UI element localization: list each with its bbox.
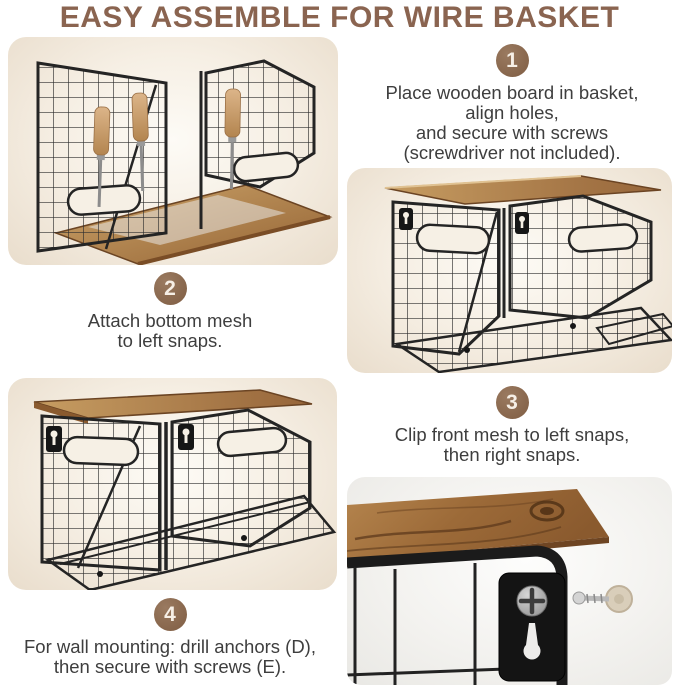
snap-clip [241,535,247,541]
basket-with-screwdrivers-illustration [8,37,338,265]
assembled-basket-illustration [8,378,337,590]
step-2 [0,272,340,351]
wire-panel-right [206,61,314,187]
keyhole-bracket [399,208,413,230]
snap-clip [570,323,576,329]
snap-clip [464,347,470,353]
wire-panel-left [393,202,499,354]
snap-clip [97,571,103,577]
wall-anchor-and-screw [573,586,632,612]
wall-mount-closeup-illustration [347,477,672,685]
step-4-line: then secure with screws (E). [53,656,287,677]
handle-cutout [568,224,638,253]
handle-cutout [64,437,139,466]
step-4 [0,598,340,677]
photo-step3-front-mesh-clipped [8,378,337,590]
step-1 [345,44,679,163]
photo-step2-bottom-mesh-unfolded [347,168,672,373]
step-1-line: and secure with screws [415,122,609,143]
step-3-text [345,425,679,465]
wood-board [385,176,661,204]
photo-step4-wall-mount-closeup [347,477,672,685]
page-title: EASY ASSEMBLE FOR WIRE BASKET [59,1,620,34]
step-2-text [0,311,340,351]
handle-cutout [217,427,287,457]
step-3-line: then right snaps. [443,444,581,465]
step-3-number-badge: 3 [496,386,529,419]
step-1-text [345,83,679,163]
step-3-line: Clip front mesh to left snaps, [394,424,630,445]
step-3 [345,386,679,465]
step-4-number-badge: 4 [154,598,187,631]
keyhole-bracket [499,573,565,681]
wire-panel-right [510,196,651,318]
step-1-number-badge: 1 [496,44,529,77]
handle-cutout [233,152,299,183]
keyhole-bracket [178,424,194,450]
step-2-line: Attach bottom mesh [87,310,253,331]
bottom-mesh-unfolded-illustration [347,168,672,373]
step-1-line: (screwdriver not included). [403,142,621,163]
step-4-line: For wall mounting: drill anchors (D), [24,636,316,657]
step-1-line: align holes, [465,102,559,123]
handle-cutout [416,224,489,254]
step-1-line: Place wooden board in basket, [385,82,639,103]
photo-step1-basket-with-screwdrivers [8,37,338,265]
handle-cutout [67,185,141,216]
step-2-line: to left snaps. [117,330,223,351]
keyhole-bracket [515,212,529,234]
keyhole-bracket [46,426,62,452]
wire-panel-left [42,416,160,570]
step-4-text [0,637,340,677]
step-2-number-badge: 2 [154,272,187,305]
